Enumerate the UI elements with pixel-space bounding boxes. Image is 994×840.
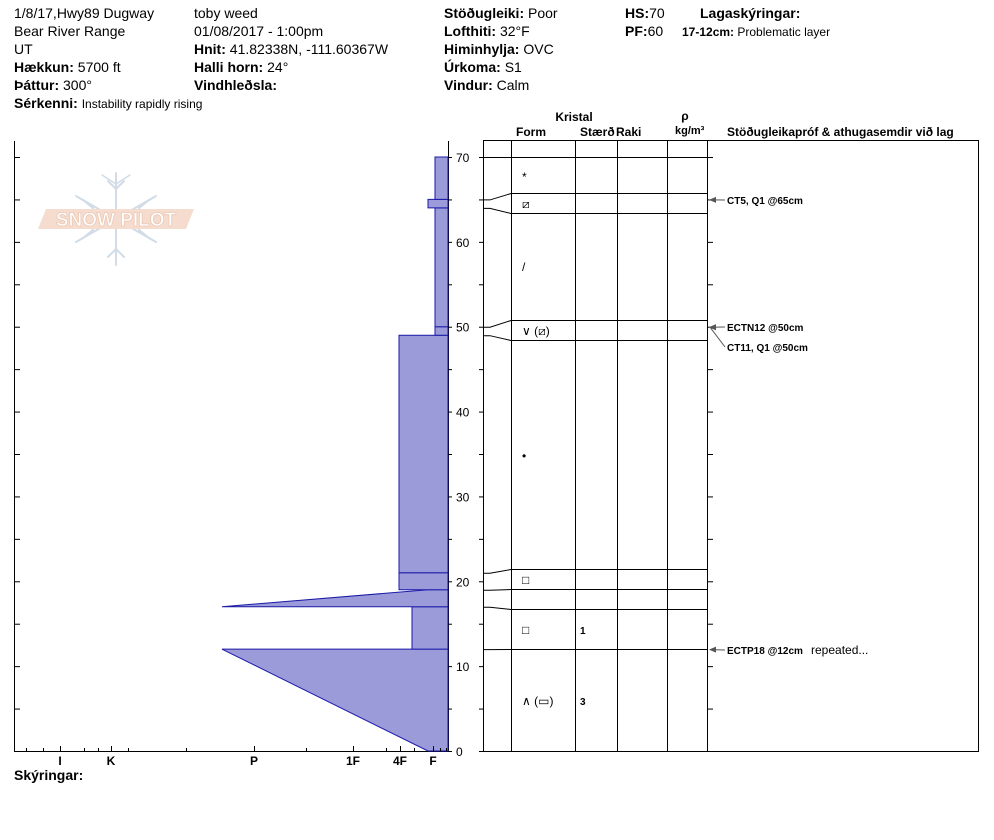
observer-name: toby weed xyxy=(194,5,258,21)
sky-label: Himinhylja: xyxy=(444,41,520,57)
state-name: UT xyxy=(14,41,33,57)
depth-label-20: 20 xyxy=(456,575,470,590)
pf-value: 60 xyxy=(647,23,664,39)
hardness-layer-1 xyxy=(412,607,448,649)
test-arrowhead-3 xyxy=(709,647,716,653)
depth-label-50: 50 xyxy=(456,320,470,335)
layer-lines xyxy=(483,158,707,650)
depth-label-70: 70 xyxy=(456,151,470,165)
depth-label-0: 0 xyxy=(456,745,463,759)
layer-note-range: 17-12cm: xyxy=(682,25,735,39)
depth-label-40: 40 xyxy=(456,405,470,420)
layer-boundary-19 xyxy=(483,590,707,591)
crystal-form-3: ∨ (⧄) xyxy=(522,324,550,338)
test-label-3: ECTP18 @12cm xyxy=(727,646,803,657)
hardness-layer-3 xyxy=(399,573,448,590)
test-note-3: repeated... xyxy=(811,643,869,657)
tests-header: Stöðugleikapróf & athugasemdir við lag xyxy=(727,125,954,139)
moisture-header: Raki xyxy=(616,125,642,139)
coords-value: 41.82338N, -111.60367W xyxy=(229,41,389,57)
notes-label: Sérkenni: xyxy=(14,95,78,111)
air-temp-label: Lofthiti: xyxy=(444,23,497,39)
crystal-header: Kristal xyxy=(555,110,593,124)
crystal-form-0: * xyxy=(522,170,527,184)
crystal-size-6: 1 xyxy=(580,626,586,637)
layer-boundary-49 xyxy=(483,336,707,341)
logo-text: SNOW PILOT xyxy=(55,210,177,231)
aspect-value: 300° xyxy=(63,77,92,93)
hs-label: HS: xyxy=(625,5,650,21)
table-headers xyxy=(516,109,954,139)
hardness-layer-4 xyxy=(399,335,448,573)
slope-label: Halli horn: xyxy=(194,59,264,75)
hardness-layer-6 xyxy=(435,208,448,327)
precip-label: Úrkoma: xyxy=(444,59,501,75)
layer-boundary-21 xyxy=(483,570,707,574)
hardness-layer-5 xyxy=(435,327,448,335)
stability-value: Poor xyxy=(528,5,558,21)
hardness-layer-0 xyxy=(222,649,448,751)
hardness-label-4F: 4F xyxy=(392,754,408,768)
elevation-label: Hækkun: xyxy=(14,59,74,75)
stability-label: Stöðugleiki: xyxy=(444,5,525,21)
slope-value: 24° xyxy=(267,59,289,75)
chart-frame xyxy=(14,141,979,752)
test-label-0: CT5, Q1 @65cm xyxy=(727,196,803,207)
wind-label: Vindur: xyxy=(444,77,493,93)
pf-label: PF: xyxy=(625,23,648,39)
layer-table-frame xyxy=(484,141,979,752)
test-label-2: CT11, Q1 @50cm xyxy=(727,343,808,354)
hardness-label-P: P xyxy=(249,754,259,768)
hardness-label-K: K xyxy=(106,754,116,768)
coords-label: Hnit: xyxy=(194,41,226,57)
wind-loading-label: Vindhleðsla: xyxy=(194,77,277,93)
site-name: 1/8/17,Hwy89 Dugway xyxy=(14,5,155,21)
crystal-form-4: • xyxy=(522,449,527,463)
wind-value: Calm xyxy=(496,77,530,93)
layer-boundary-50 xyxy=(483,321,707,328)
sky-value: OVC xyxy=(523,41,554,57)
density-header: kg/m³ xyxy=(675,125,705,137)
elevation-value: 5700 ft xyxy=(77,59,121,75)
size-header: Stærð xyxy=(580,125,615,139)
observation-datetime: 01/08/2017 - 1:00pm xyxy=(194,23,324,39)
layer-boundary-65 xyxy=(483,194,707,200)
precip-value: S1 xyxy=(504,59,522,75)
range-name: Bear River Range xyxy=(14,23,126,39)
layer-notes-label: Lagaskýringar: xyxy=(700,5,801,21)
air-temp-value: 32°F xyxy=(499,23,530,39)
rho-header: ρ xyxy=(681,109,689,123)
crystal-form-7: ∧ (▭) xyxy=(522,694,554,708)
layer-note-text: Problematic layer xyxy=(737,25,831,39)
crystal-form-2: / xyxy=(522,260,526,274)
hs-value: 70 xyxy=(649,5,665,21)
stability-tests xyxy=(709,196,868,657)
depth-label-10: 10 xyxy=(456,660,470,675)
hardness-axis xyxy=(27,746,447,768)
hardness-label-F: F xyxy=(429,754,437,768)
crystal-size-7: 3 xyxy=(580,697,586,708)
layer-boundary-17 xyxy=(483,607,707,609)
depth-label-30: 30 xyxy=(456,490,470,505)
hardness-layer-7 xyxy=(428,199,448,207)
aspect-label: Þáttur: xyxy=(14,77,60,93)
snowpilot-logo xyxy=(38,173,194,265)
test-label-1: ECTN12 @50cm xyxy=(727,323,804,334)
depth-label-60: 60 xyxy=(456,235,470,250)
notes-value: Instability rapidly rising xyxy=(81,97,203,111)
hardness-profile xyxy=(222,157,448,751)
depth-axis xyxy=(448,151,713,759)
hardness-layer-2 xyxy=(222,590,448,607)
layer-boundary-64 xyxy=(483,208,707,213)
legend-label: Skýringar: xyxy=(14,767,84,783)
test-arrowhead-2 xyxy=(709,324,716,330)
hardness-label-I: I xyxy=(58,754,62,768)
crystal-form-5: □ xyxy=(522,573,530,587)
test-arrowhead-0 xyxy=(709,197,716,203)
test-arrow-line-2 xyxy=(710,327,725,347)
crystal-rows xyxy=(522,170,586,708)
crystal-form-6: □ xyxy=(522,623,530,637)
hardness-layer-8 xyxy=(435,157,448,199)
crystal-form-1: ⧄ xyxy=(522,197,530,211)
hardness-label-1F: 1F xyxy=(345,754,361,768)
form-header: Form xyxy=(516,125,546,139)
